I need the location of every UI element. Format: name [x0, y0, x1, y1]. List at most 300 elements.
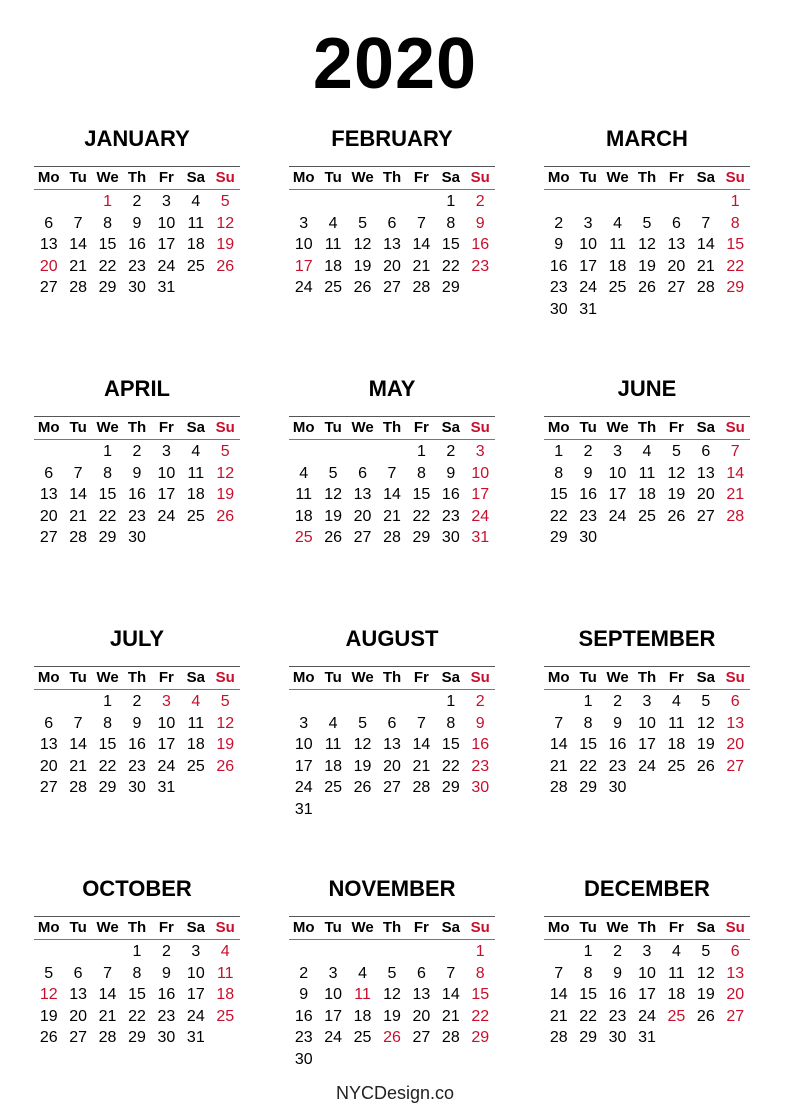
- empty-cell: [603, 191, 632, 213]
- day-cell: 22: [98, 757, 117, 775]
- day-cell: 14: [98, 986, 117, 1004]
- day-cell: 4: [671, 693, 681, 710]
- day-cell: 29: [412, 529, 431, 547]
- day-cell: 7: [103, 964, 112, 982]
- day-cell: 8: [103, 464, 112, 482]
- day-cell: 14: [549, 736, 568, 754]
- day-cell: 11: [187, 464, 205, 482]
- day-cell: 28: [412, 779, 431, 797]
- day-cell: 5: [701, 693, 711, 710]
- month-name: DECEMBER: [584, 876, 710, 901]
- day-cell: 22: [441, 757, 460, 775]
- weekday-label: Tu: [324, 919, 342, 936]
- weekday-label: We: [351, 669, 374, 686]
- day-cell: 6: [44, 464, 54, 482]
- weekday-label: We: [96, 919, 119, 936]
- day-cell: 24: [186, 1007, 205, 1025]
- day-cell: 26: [383, 1029, 401, 1047]
- weekday-label: Tu: [324, 169, 342, 186]
- weekday-header: [34, 167, 240, 190]
- day-grid: [289, 691, 495, 821]
- day-cell: 8: [446, 714, 456, 732]
- day-cell: 22: [441, 257, 460, 275]
- day-cell: 10: [294, 236, 313, 254]
- day-cell: 8: [446, 214, 456, 232]
- day-cell: 17: [157, 486, 176, 504]
- day-cell: 24: [471, 507, 490, 525]
- day-cell: 16: [549, 257, 568, 275]
- day-cell: 7: [416, 714, 426, 732]
- day-cell: 3: [161, 693, 171, 710]
- empty-cell: [348, 941, 377, 963]
- empty-cell: [407, 941, 436, 963]
- day-cell: 3: [161, 443, 171, 460]
- day-cell: 29: [549, 529, 568, 547]
- day-cell: 5: [328, 464, 338, 482]
- day-cell: 24: [579, 279, 598, 297]
- day-cell: 11: [187, 714, 205, 732]
- day-cell: 16: [128, 736, 146, 754]
- empty-cell: [662, 191, 691, 213]
- weekday-label: Su: [470, 919, 490, 936]
- empty-cell: [34, 191, 63, 213]
- day-grid: [544, 941, 750, 1049]
- day-cell: 11: [295, 486, 313, 504]
- weekday-label: Fr: [668, 419, 684, 436]
- day-cell: 6: [44, 214, 54, 232]
- day-cell: 21: [412, 257, 431, 275]
- weekday-label: Tu: [69, 919, 87, 936]
- day-cell: 14: [726, 464, 745, 482]
- day-cell: 8: [103, 714, 112, 732]
- day-cell: 19: [216, 486, 235, 504]
- weekday-label: Su: [725, 169, 745, 186]
- day-cell: 25: [294, 529, 313, 547]
- day-cell: 1: [446, 193, 456, 210]
- day-cell: 29: [579, 779, 598, 797]
- day-cell: 4: [328, 714, 338, 732]
- weekday-label: Th: [127, 919, 147, 936]
- day-cell: 13: [353, 486, 372, 504]
- day-cell: 18: [353, 1007, 372, 1025]
- month-april: [34, 374, 240, 549]
- day-cell: 26: [39, 1029, 58, 1047]
- day-cell: 13: [726, 714, 745, 732]
- weekday-label: Mo: [547, 169, 570, 186]
- day-cell: 14: [412, 736, 431, 754]
- day-cell: 10: [324, 986, 343, 1004]
- day-cell: 16: [441, 486, 460, 504]
- day-cell: 27: [383, 779, 401, 797]
- weekday-label: Th: [127, 419, 147, 436]
- day-cell: 3: [328, 964, 338, 982]
- day-cell: 8: [103, 214, 112, 232]
- day-cell: 5: [387, 964, 397, 982]
- day-cell: 9: [446, 464, 456, 482]
- day-cell: 23: [608, 1007, 627, 1025]
- day-cell: 25: [638, 507, 656, 525]
- weekday-label: Th: [637, 919, 657, 936]
- day-cell: 1: [132, 943, 142, 960]
- day-cell: 9: [161, 964, 171, 982]
- day-cell: 28: [98, 1029, 117, 1047]
- day-cell: 2: [554, 214, 564, 232]
- day-cell: 7: [701, 214, 711, 232]
- day-cell: 14: [696, 236, 715, 254]
- day-cell: 23: [441, 507, 460, 525]
- day-cell: 26: [353, 779, 372, 797]
- day-cell: 3: [642, 693, 652, 710]
- day-cell: 30: [608, 1029, 627, 1047]
- day-cell: 20: [69, 1007, 88, 1025]
- day-cell: 4: [358, 964, 367, 982]
- weekday-label: Fr: [158, 669, 174, 686]
- day-cell: 28: [69, 279, 88, 297]
- month-february: [289, 124, 495, 299]
- day-cell: 7: [554, 964, 564, 982]
- weekday-label: Mo: [37, 419, 60, 436]
- weekday-label: Su: [215, 419, 235, 436]
- day-cell: 19: [696, 736, 715, 754]
- day-cell: 31: [638, 1029, 656, 1047]
- day-cell: 22: [726, 257, 745, 275]
- empty-cell: [318, 941, 347, 963]
- day-cell: 12: [638, 236, 656, 254]
- weekday-label: Sa: [186, 669, 205, 686]
- day-cell: 29: [98, 279, 117, 297]
- weekday-label: Su: [470, 669, 490, 686]
- day-cell: 19: [383, 1007, 401, 1025]
- day-cell: 6: [730, 943, 740, 960]
- weekday-label: Tu: [324, 669, 342, 686]
- empty-cell: [632, 191, 661, 213]
- day-cell: 21: [549, 1007, 568, 1025]
- weekday-label: We: [351, 169, 374, 186]
- weekday-label: Fr: [668, 669, 684, 686]
- day-cell: 26: [667, 507, 686, 525]
- weekday-header: [289, 917, 495, 940]
- weekday-label: We: [96, 169, 119, 186]
- day-cell: 19: [39, 1007, 58, 1025]
- day-cell: 28: [726, 507, 745, 525]
- day-cell: 23: [128, 257, 146, 275]
- day-cell: 5: [358, 714, 367, 732]
- month-march: [544, 124, 750, 321]
- day-cell: 16: [128, 486, 146, 504]
- weekday-label: Sa: [696, 419, 715, 436]
- weekday-header: [544, 917, 750, 940]
- day-cell: 20: [383, 757, 401, 775]
- empty-cell: [348, 191, 377, 213]
- empty-cell: [318, 441, 347, 463]
- day-cell: 4: [328, 214, 338, 232]
- day-cell: 15: [441, 236, 460, 254]
- weekday-label: Sa: [186, 919, 205, 936]
- day-cell: 4: [642, 443, 652, 460]
- day-cell: 13: [39, 736, 58, 754]
- weekday-header: [34, 917, 240, 940]
- day-cell: 27: [696, 507, 715, 525]
- weekday-label: Th: [382, 919, 402, 936]
- weekday-label: We: [96, 669, 119, 686]
- weekday-label: Mo: [292, 669, 315, 686]
- day-cell: 15: [98, 486, 117, 504]
- day-cell: 15: [98, 236, 117, 254]
- day-cell: 29: [98, 529, 117, 547]
- empty-cell: [377, 191, 406, 213]
- empty-cell: [348, 691, 377, 713]
- day-cell: 23: [128, 507, 146, 525]
- day-cell: 18: [216, 986, 235, 1004]
- day-cell: 10: [157, 714, 176, 732]
- empty-cell: [544, 191, 573, 213]
- empty-cell: [318, 691, 347, 713]
- weekday-label: Fr: [413, 919, 429, 936]
- day-cell: 20: [39, 757, 58, 775]
- day-cell: 9: [475, 214, 485, 232]
- day-cell: 8: [416, 464, 426, 482]
- day-cell: 2: [613, 943, 622, 960]
- day-cell: 3: [299, 714, 309, 732]
- day-cell: 30: [128, 529, 146, 547]
- day-cell: 12: [216, 214, 235, 232]
- day-cell: 7: [730, 443, 740, 460]
- weekday-label: Su: [215, 669, 235, 686]
- day-cell: 28: [412, 279, 431, 297]
- day-cell: 24: [324, 1029, 343, 1047]
- month-name: AUGUST: [345, 626, 439, 651]
- month-october: [34, 874, 240, 1049]
- day-cell: 12: [39, 986, 58, 1004]
- weekday-header: [544, 417, 750, 440]
- weekday-label: Fr: [668, 919, 684, 936]
- day-cell: 21: [441, 1007, 460, 1025]
- day-grid: [289, 191, 495, 299]
- day-cell: 24: [157, 257, 176, 275]
- day-cell: 3: [583, 214, 593, 232]
- day-cell: 17: [186, 986, 205, 1004]
- empty-cell: [544, 941, 573, 963]
- weekday-label: Tu: [324, 419, 342, 436]
- weekday-label: Sa: [696, 169, 715, 186]
- day-cell: 26: [216, 507, 235, 525]
- weekday-label: Su: [725, 419, 745, 436]
- day-cell: 24: [638, 757, 656, 775]
- weekday-label: Fr: [158, 169, 174, 186]
- day-cell: 4: [613, 214, 622, 232]
- day-cell: 21: [549, 757, 568, 775]
- empty-cell: [407, 191, 436, 213]
- day-cell: 11: [668, 714, 685, 732]
- weekday-label: Fr: [413, 169, 429, 186]
- empty-cell: [63, 441, 92, 463]
- day-cell: 24: [294, 779, 313, 797]
- day-cell: 2: [446, 443, 456, 460]
- day-cell: 13: [39, 486, 58, 504]
- weekday-label: Tu: [579, 919, 597, 936]
- month-january: [34, 124, 240, 299]
- weekday-label: Fr: [413, 669, 429, 686]
- day-cell: 23: [471, 257, 490, 275]
- day-cell: 20: [353, 507, 372, 525]
- day-cell: 6: [701, 443, 711, 460]
- month-december: [544, 874, 750, 1049]
- day-cell: 20: [39, 507, 58, 525]
- day-cell: 30: [128, 279, 146, 297]
- day-cell: 17: [608, 486, 627, 504]
- day-cell: 7: [416, 214, 426, 232]
- day-cell: 31: [157, 779, 176, 797]
- day-cell: 31: [579, 300, 598, 318]
- weekday-label: We: [351, 919, 374, 936]
- day-cell: 29: [579, 1029, 598, 1047]
- weekday-label: Tu: [69, 669, 87, 686]
- day-cell: 27: [69, 1029, 88, 1047]
- day-cell: 6: [730, 693, 740, 710]
- day-cell: 6: [387, 214, 397, 232]
- month-september: [544, 624, 750, 799]
- day-cell: 26: [216, 257, 235, 275]
- weekday-header: [544, 667, 750, 690]
- day-cell: 14: [383, 486, 401, 504]
- day-grid: [289, 441, 495, 549]
- day-cell: 17: [294, 757, 313, 775]
- day-grid: [544, 691, 750, 799]
- day-cell: 21: [69, 257, 88, 275]
- day-cell: 10: [638, 714, 656, 732]
- day-cell: 19: [216, 236, 235, 254]
- day-cell: 23: [471, 757, 490, 775]
- day-cell: 17: [471, 486, 490, 504]
- day-grid: [544, 191, 750, 321]
- day-cell: 1: [103, 193, 112, 210]
- day-cell: 28: [696, 279, 715, 297]
- day-cell: 16: [128, 236, 146, 254]
- empty-cell: [93, 941, 122, 963]
- day-cell: 24: [608, 507, 627, 525]
- day-cell: 28: [69, 779, 88, 797]
- day-cell: 23: [128, 757, 146, 775]
- day-cell: 8: [554, 464, 564, 482]
- day-cell: 21: [69, 507, 88, 525]
- day-cell: 9: [299, 986, 309, 1004]
- day-cell: 23: [579, 507, 598, 525]
- day-cell: 18: [324, 757, 343, 775]
- weekday-label: Fr: [413, 419, 429, 436]
- day-cell: 13: [383, 736, 401, 754]
- empty-cell: [63, 191, 92, 213]
- weekday-label: Mo: [37, 919, 60, 936]
- day-cell: 5: [220, 693, 230, 710]
- day-cell: 2: [132, 443, 142, 460]
- day-cell: 28: [549, 779, 568, 797]
- day-cell: 13: [726, 964, 745, 982]
- day-cell: 20: [726, 986, 745, 1004]
- month-name: MARCH: [606, 126, 688, 151]
- day-cell: 13: [383, 236, 401, 254]
- day-cell: 20: [667, 257, 686, 275]
- day-cell: 11: [324, 736, 342, 754]
- weekday-label: Mo: [547, 669, 570, 686]
- day-cell: 25: [186, 507, 205, 525]
- empty-cell: [63, 941, 92, 963]
- day-cell: 30: [608, 779, 627, 797]
- day-cell: 13: [696, 464, 715, 482]
- day-cell: 6: [671, 214, 681, 232]
- weekday-label: Tu: [579, 669, 597, 686]
- day-cell: 30: [128, 779, 146, 797]
- weekday-label: Th: [637, 169, 657, 186]
- weekday-label: Mo: [37, 669, 60, 686]
- day-cell: 14: [441, 986, 460, 1004]
- month-name: MAY: [368, 376, 416, 401]
- day-cell: 29: [441, 279, 460, 297]
- day-cell: 9: [613, 964, 622, 982]
- day-cell: 17: [638, 736, 656, 754]
- month-name: SEPTEMBER: [578, 626, 716, 651]
- day-cell: 2: [161, 943, 171, 960]
- empty-cell: [34, 441, 63, 463]
- day-cell: 11: [187, 214, 205, 232]
- day-cell: 18: [186, 486, 205, 504]
- weekday-label: Th: [382, 419, 402, 436]
- day-cell: 24: [157, 757, 176, 775]
- weekday-label: Th: [382, 669, 402, 686]
- empty-cell: [289, 441, 318, 463]
- day-cell: 3: [299, 214, 309, 232]
- day-cell: 9: [583, 464, 593, 482]
- day-cell: 19: [696, 986, 715, 1004]
- weekday-label: Su: [725, 919, 745, 936]
- day-cell: 4: [671, 943, 681, 960]
- day-cell: 24: [157, 507, 176, 525]
- weekday-label: Su: [215, 169, 235, 186]
- day-cell: 22: [549, 507, 568, 525]
- day-cell: 13: [667, 236, 686, 254]
- day-cell: 9: [132, 464, 142, 482]
- day-cell: 6: [358, 464, 367, 482]
- day-cell: 19: [353, 257, 372, 275]
- weekday-header: [34, 667, 240, 690]
- day-cell: 2: [475, 193, 485, 210]
- day-cell: 23: [294, 1029, 313, 1047]
- weekday-label: Mo: [292, 919, 315, 936]
- day-cell: 28: [549, 1029, 568, 1047]
- day-cell: 15: [549, 486, 568, 504]
- day-cell: 16: [294, 1007, 313, 1025]
- day-cell: 18: [186, 236, 205, 254]
- day-cell: 1: [103, 443, 112, 460]
- day-cell: 10: [638, 964, 656, 982]
- day-cell: 27: [39, 529, 58, 547]
- day-grid: [289, 941, 495, 1071]
- day-cell: 16: [471, 236, 490, 254]
- day-cell: 14: [69, 736, 88, 754]
- empty-cell: [348, 441, 377, 463]
- day-cell: 19: [216, 736, 235, 754]
- weekday-label: Sa: [696, 669, 715, 686]
- day-cell: 2: [132, 193, 142, 210]
- day-cell: 5: [220, 443, 230, 460]
- day-cell: 22: [412, 507, 431, 525]
- day-cell: 27: [39, 779, 58, 797]
- day-cell: 26: [696, 757, 715, 775]
- weekday-label: Su: [470, 169, 490, 186]
- day-cell: 7: [554, 714, 564, 732]
- day-cell: 31: [471, 529, 490, 547]
- empty-cell: [436, 941, 465, 963]
- day-cell: 22: [98, 507, 117, 525]
